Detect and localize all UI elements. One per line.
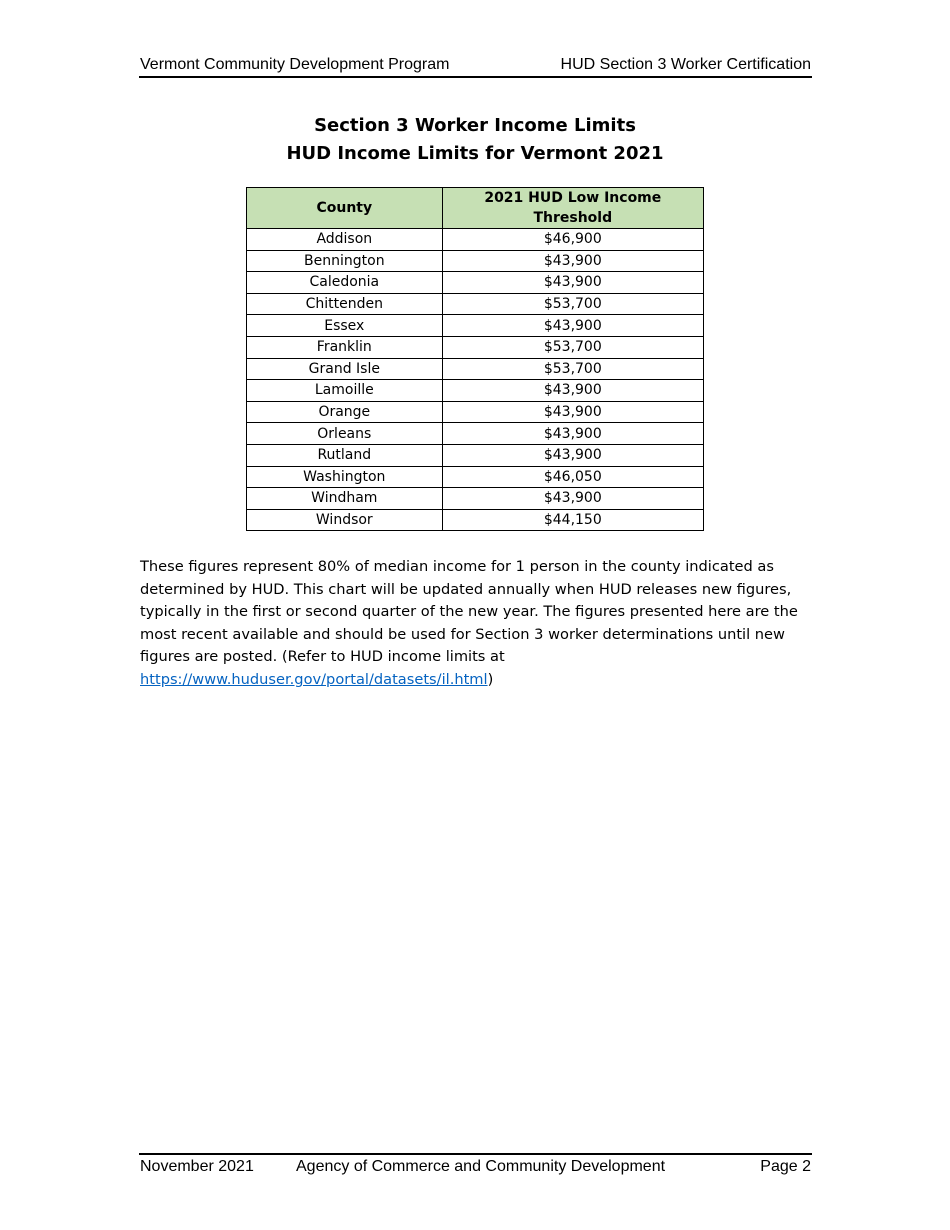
threshold-cell: $43,900 — [442, 272, 703, 294]
threshold-cell: $43,900 — [442, 250, 703, 272]
paragraph-suffix: ) — [487, 670, 494, 688]
table-row — [247, 466, 704, 488]
threshold-cell: $43,900 — [442, 444, 703, 466]
table-row — [247, 358, 704, 380]
county-cell: Windsor — [247, 509, 443, 531]
county-cell: Grand Isle — [247, 358, 443, 380]
footer-page-number: Page 2 — [760, 1158, 811, 1175]
table-row — [247, 272, 704, 294]
footer-agency: Agency of Commerce and Community Development — [296, 1158, 666, 1175]
table-body — [247, 229, 704, 531]
county-cell: Caledonia — [247, 272, 443, 294]
county-cell: Bennington — [247, 250, 443, 272]
header-document-title: HUD Section 3 Worker Certification — [560, 56, 811, 73]
county-cell: Rutland — [247, 444, 443, 466]
huduser-link[interactable]: https://www.huduser.gov/portal/datasets/il.html — [140, 670, 488, 688]
footer-date: November 2021 — [140, 1158, 254, 1175]
table-header-row — [247, 188, 704, 229]
paragraph-text: These figures represent 80% of median income for 1 person in the county indicated as determined by HUD. This chart will be updated annually when HUD releases new figures, typically in the first or second quarter of the new year. The figures presented here are the most recent available and should be used for Section 3 worker determinations until new figures are posted. (Refer to HUD income limits at — [140, 558, 798, 666]
page-title — [0, 112, 950, 168]
threshold-cell: $43,900 — [442, 401, 703, 423]
table-row — [247, 336, 704, 358]
threshold-cell: $53,700 — [442, 336, 703, 358]
column-header-county: County — [247, 188, 443, 229]
explanation-paragraph — [140, 556, 812, 692]
threshold-cell: $46,050 — [442, 466, 703, 488]
page-header — [139, 55, 812, 78]
page-footer — [139, 1153, 812, 1177]
threshold-cell: $43,900 — [442, 380, 703, 402]
threshold-cell: $43,900 — [442, 488, 703, 510]
title-line-1: Section 3 Worker Income Limits — [314, 115, 636, 136]
county-cell: Chittenden — [247, 293, 443, 315]
threshold-cell: $53,700 — [442, 293, 703, 315]
threshold-cell: $53,700 — [442, 358, 703, 380]
table-row — [247, 488, 704, 510]
threshold-cell: $43,900 — [442, 423, 703, 445]
header-program-name: Vermont Community Development Program — [140, 56, 450, 73]
county-cell: Addison — [247, 229, 443, 251]
county-cell: Windham — [247, 488, 443, 510]
county-cell: Franklin — [247, 336, 443, 358]
county-cell: Orange — [247, 401, 443, 423]
table-row — [247, 509, 704, 531]
title-line-2: HUD Income Limits for Vermont 2021 — [286, 143, 664, 164]
income-limits-table — [246, 187, 704, 531]
table-row — [247, 401, 704, 423]
threshold-cell: $43,900 — [442, 315, 703, 337]
table-row — [247, 315, 704, 337]
column-header-threshold: 2021 HUD Low Income Threshold — [442, 188, 703, 229]
table-row — [247, 250, 704, 272]
threshold-cell: $46,900 — [442, 229, 703, 251]
table-row — [247, 423, 704, 445]
county-cell: Lamoille — [247, 380, 443, 402]
threshold-cell: $44,150 — [442, 509, 703, 531]
table-row — [247, 380, 704, 402]
county-cell: Essex — [247, 315, 443, 337]
table-row — [247, 293, 704, 315]
county-cell: Orleans — [247, 423, 443, 445]
table-row — [247, 444, 704, 466]
county-cell: Washington — [247, 466, 443, 488]
table-row — [247, 229, 704, 251]
